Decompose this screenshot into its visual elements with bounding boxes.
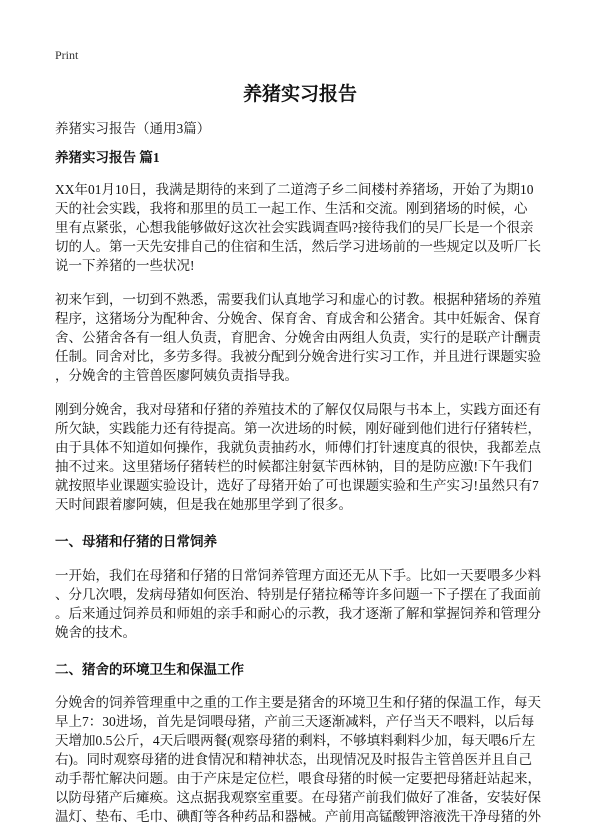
paragraph-line: 以防母猪产后瘫痪。这点据我观察室重要。在母猪产前我们做好了准备，安装好保	[55, 790, 541, 805]
paragraph-line: 右)。同时观察母猪的进食情况和精神状态，出现情况及时报告主管兽医并且自己	[55, 752, 532, 767]
paragraph	[55, 180, 545, 275]
paragraph-line: 说一下养猪的一些状况!	[55, 258, 195, 273]
article	[55, 148, 545, 826]
paragraph-line: 抽不过来。这里猪场仔猪转栏的时候都注射氨苄西林钠，目的是防应激!下午我们	[55, 459, 532, 474]
paragraph	[55, 400, 545, 514]
print-label: Print	[55, 48, 79, 62]
paragraph-line: 分娩舍的饲养管理重中之重的工作主要是猪舍的环境卫生和仔猪的保温工作，每天	[55, 695, 541, 710]
paragraph-line: 任制。同舍对比，多劳多得。我被分配到分娩舍进行实习工作，并且进行课题实验	[55, 349, 541, 364]
paragraph-line: 里有点紧张，心想我能够做好这次社会实践调查吗?接待我们的吴厂长是一个很亲	[55, 220, 534, 235]
paragraph-line: 刚到分娩舍，我对母猪和仔猪的养殖技术的了解仅仅局限与书本上，实践方面还有	[55, 402, 541, 417]
paragraph-line: 动手帮忙解决问题。由于产床是定位栏，喂食母猪的时候一定要把母猪赶站起来，	[55, 771, 541, 786]
paragraph-line: 就按照毕业课题实验设计，选好了母猪开始了可也课题实验和生产实习!虽然只有7	[55, 478, 539, 493]
paragraph-line: 。后来通过饲养员和师姐的亲手和耐心的示教，我才逐渐了解和掌握饲养和管理分	[55, 605, 541, 621]
subsection-heading: 二、猪舍的环境卫生和保温工作	[55, 661, 244, 677]
paragraph-line: 由于具体不知道如何操作，我就负责抽药水，师傅们打针速度真的很快，我都差点	[55, 440, 541, 455]
paragraph-line: 舍、公猪舍各有一组人负责，育肥舍、分娩舍由两组人负责，实行的是联产计酬责	[55, 330, 541, 345]
article-heading: 养猪实习报告 篇1	[55, 150, 160, 165]
paragraph-line: 程序，这猪场分为配种舍、分娩舍、保育舍、育成舍和公猪舍。其中妊娠舍、保育	[55, 311, 541, 326]
paragraph-line: ，分娩舍的主管兽医廖阿姨负责指导我。	[55, 368, 298, 383]
document-title: 养猪实习报告	[242, 84, 357, 105]
paragraph-line: 天增加0.5公斤，4天后喂两餐(观察母猪的剩料，不够填料剩料少加，每天喂6斤左	[55, 733, 536, 748]
paragraph-line: 娩舍的技术。	[55, 624, 136, 640]
paragraph-line: 早上7：30进场，首先是饲喂母猪，产前三天逐渐减料，产仔当天不喂料，以后每	[55, 714, 535, 729]
paragraph-line: 所欠缺，实践能力还有待提高。第一次进场的时候，刚好碰到他们进行仔猪转栏，	[55, 421, 541, 436]
paragraph-line: 切的人。第一天先安排自己的住宿和生活，然后学习进场前的一些规定以及听厂长	[55, 239, 541, 254]
paragraph-line: 初来乍到，一切到不熟悉，需要我们认真地学习和虚心的讨教。根据种猪场的养殖	[55, 292, 541, 307]
paragraph	[55, 693, 545, 826]
paragraph-line: 温灯、垫布、毛巾、碘酊等各种药品和器械。产前用高锰酸钾溶液洗干净母猪的外	[55, 809, 541, 824]
paragraph-line: 天时间跟着廖阿姨，但是我在她那里学到了很多。	[55, 497, 352, 512]
paragraph-line: 、分几次喂，发病母猪如何医治、特别是仔猪拉稀等许多问题一下子摆在了我面前	[55, 586, 541, 602]
subsection-heading: 一、母猪和仔猪的日常饲养	[55, 534, 217, 549]
paragraph-line: XX年01月10日，我满是期待的来到了二道湾子乡二间楼村养猪场，开始了为期10	[55, 182, 534, 197]
paragraph-line: 天的社会实践，我将和那里的员工一起工作、生活和交流。刚到猪场的时候，心	[55, 201, 528, 216]
document-subtitle: 养猪实习报告（通用3篇）	[55, 121, 211, 136]
paragraph	[55, 290, 545, 385]
paragraph	[55, 566, 545, 642]
paragraph-line: 一开始，我们在母猪和仔猪的日常饲养管理方面还无从下手。比如一天要喂多少料	[55, 567, 541, 583]
